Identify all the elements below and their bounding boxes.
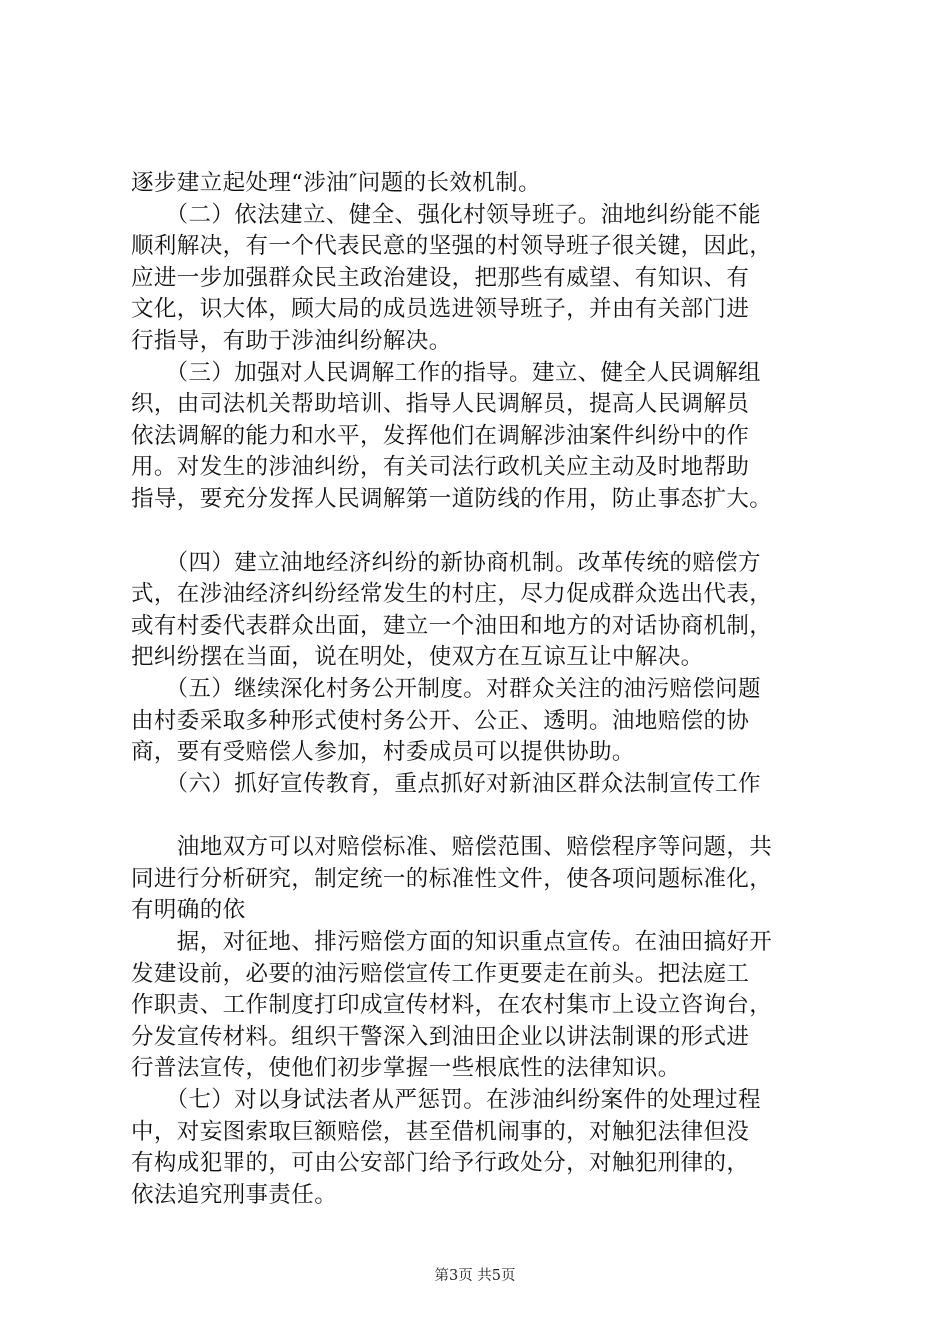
- page-footer: [0, 1264, 950, 1285]
- text-line: 油地双方可以对赔偿标准、赔偿范围、赔偿程序等问题，共: [131, 834, 773, 861]
- text-line: 织，由司法机关帮助培训、指导人民调解员，提高人民调解员: [131, 391, 750, 418]
- paragraph-gap: [131, 516, 836, 548]
- text-line: 商，要有受赔偿人参加，村委成员可以提供协助。: [131, 739, 635, 766]
- text-line: 行普法宣传，使他们初步掌握一些根底性的法律知识。: [131, 1055, 681, 1082]
- text-line: 指导，要充分发挥人民调解第一道防线的作用，防止事态扩大。: [131, 485, 773, 512]
- text-line: 文化，识大体，顾大局的成员选进领导班子，并由有关部门进: [131, 296, 750, 323]
- text-line: 依法追究刑事责任。: [131, 1181, 338, 1208]
- text-line: 分发宣传材料。组织干警深入到油田企业以讲法制课的形式进: [131, 1023, 750, 1050]
- text-line: 由村委采取多种形式使村务公开、公正、透明。油地赔偿的协: [131, 707, 750, 734]
- text-line: 有明确的依: [131, 897, 246, 924]
- page-number: 第3页 共5页: [434, 1268, 516, 1284]
- text-line: 或有村委代表群众出面，建立一个油田和地方的对话协商机制，: [131, 612, 773, 639]
- text-line: （六）抓好宣传教育，重点抓好对新油区群众法制宣传工作: [131, 770, 761, 797]
- text-line: 中，对妄图索取巨额赔偿，甚至借机闹事的，对触犯法律但没: [131, 1118, 750, 1145]
- text-line: 有构成犯罪的，可由公安部门给予行政处分，对触犯刑律的，: [131, 1150, 750, 1177]
- text-line: 应进一步加强群众民主政治建设，把那些有威望、有知识、有: [131, 264, 750, 291]
- text-line: 作职责、工作制度打印成宣传材料，在农村集市上设立咨询台，: [131, 992, 773, 1019]
- text-line: 逐步建立起处理“涉油″问题的长效机制。: [131, 170, 542, 196]
- paragraph-gap: [131, 800, 836, 832]
- text-line: （七）对以身试法者从严惩罚。在涉油纠纷案件的处理过程: [131, 1087, 761, 1114]
- text-line: 依法调解的能力和水平，发挥他们在调解涉油案件纠纷中的作: [131, 422, 750, 449]
- text-line: 把纠纷摆在当面，说在明处，使双方在互谅互让中解决。: [131, 644, 704, 671]
- text-line: （三）加强对人民调解工作的指导。建立、健全人民调解组: [131, 359, 761, 386]
- text-line: 用。对发生的涉油纠纷，有关司法行政机关应主动及时地帮助: [131, 454, 750, 481]
- text-line: 式，在涉油经济纠纷经常发生的村庄，尽力促成群众选出代表，: [131, 581, 773, 608]
- text-line: （五）继续深化村务公开制度。对群众关注的油污赔偿问题: [131, 675, 761, 702]
- text-line: （二）依法建立、健全、强化村领导班子。油地纠纷能不能: [131, 201, 761, 228]
- text-line: 同进行分析研究，制定统一的标准性文件，使各项问题标准化，: [131, 865, 773, 892]
- text-line: 发建设前，必要的油污赔偿宣传工作更要走在前头。把法庭工: [131, 960, 750, 987]
- text-line: 据，对征地、排污赔偿方面的知识重点宣传。在油田搞好开: [131, 929, 773, 956]
- text-line: 顺利解决，有一个代表民意的坚强的村领导班子很关键，因此，: [131, 233, 773, 260]
- text-line: （四）建立油地经济纠纷的新协商机制。改革传统的赔偿方: [131, 549, 761, 576]
- body-text: [131, 168, 836, 1211]
- text-line: 行指导，有助于涉油纠纷解决。: [131, 327, 452, 354]
